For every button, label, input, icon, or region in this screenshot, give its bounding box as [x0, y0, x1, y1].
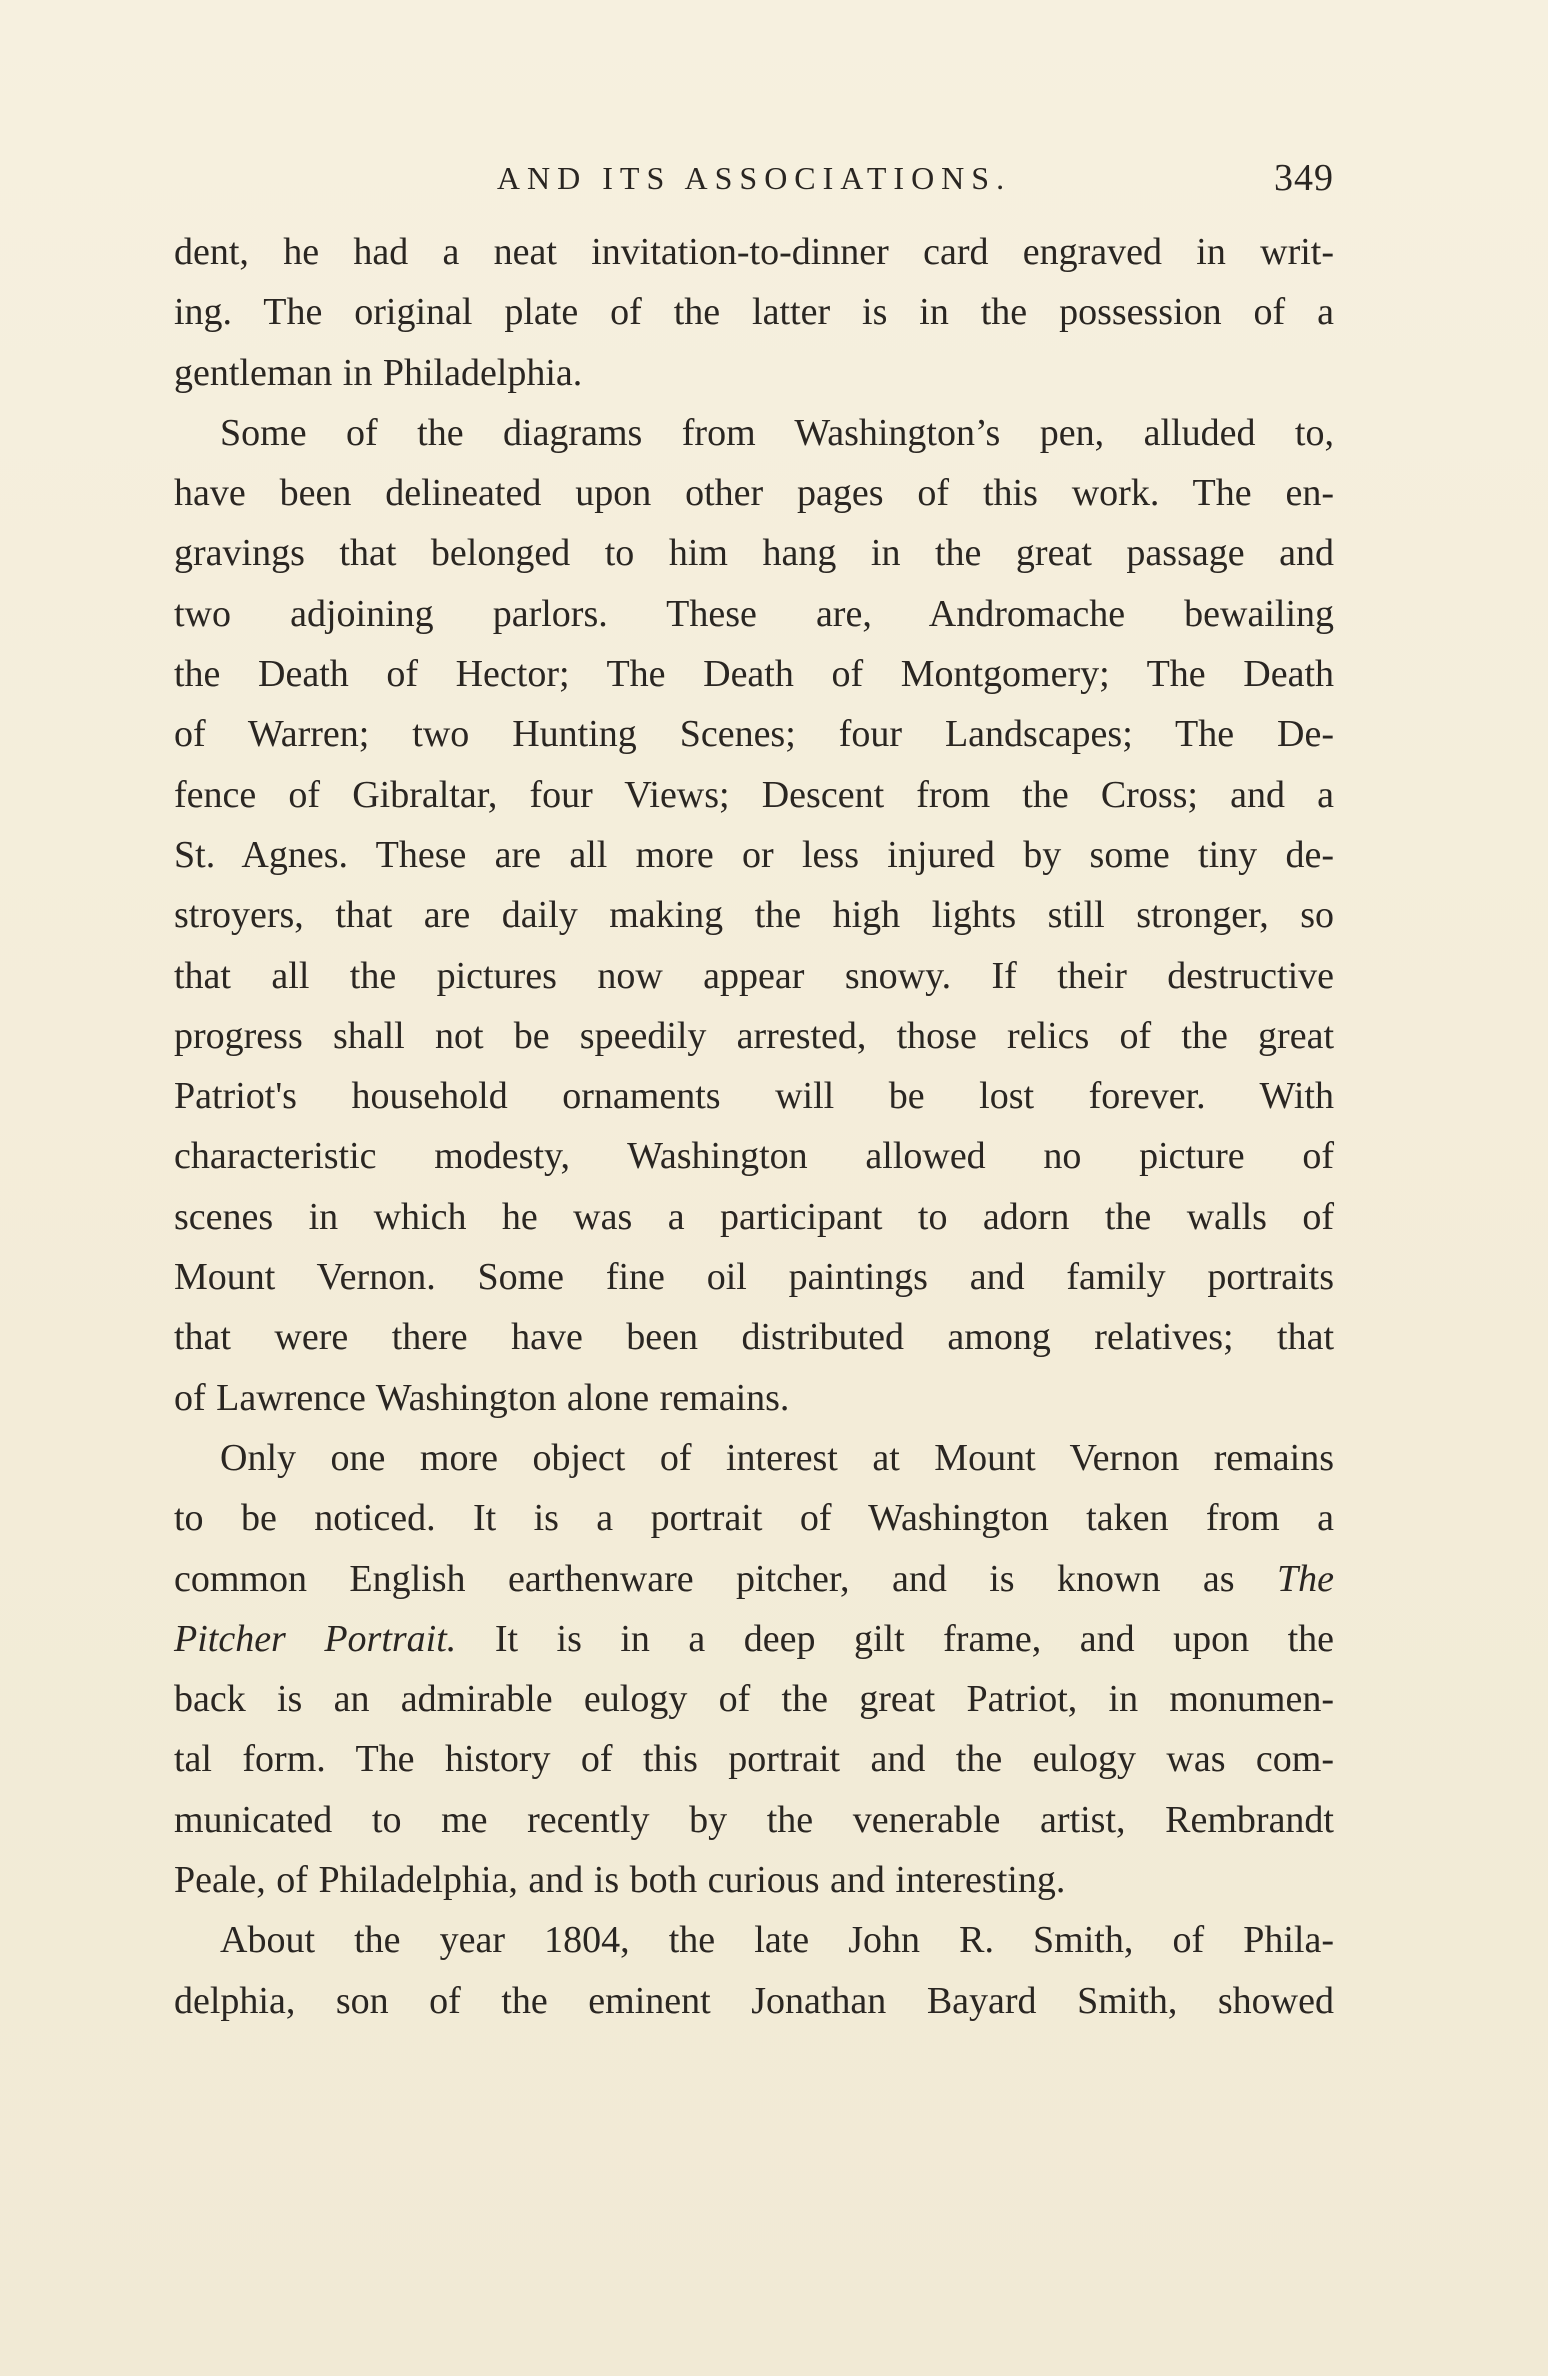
running-head [174, 157, 1334, 204]
text-line: gravings that belonged to him hang in the great passage and [174, 532, 1334, 575]
text-line [174, 1609, 1334, 1669]
running-head-title: AND ITS ASSOCIATIONS. [496, 160, 1012, 196]
text-line: delphia, son of the eminent Jonathan Bayard Smith, showed [174, 1979, 1334, 2022]
paragraph-start-line: Only one more object of interest at Mount Vernon remains [220, 1436, 1334, 1479]
text-line: scenes in which he was a participant to adorn the walls of [174, 1195, 1334, 1238]
text-line: gentleman in Philadelphia. [174, 351, 583, 394]
text-line: progress shall not be speedily arrested, those relics of the great [174, 1014, 1334, 1057]
text-line: Mount Vernon. Some fine oil paintings and family portraits [174, 1256, 1334, 1299]
italic-title-the: The [1277, 1557, 1334, 1600]
text-line: ing. The original plate of the latter is in the possession of a [174, 291, 1334, 334]
text-line: dent, he had a neat invitation-to-dinner card engraved in writ- [174, 231, 1334, 273]
text-line: of Warren; two Hunting Scenes; four Landscapes; The De- [174, 713, 1334, 756]
text-line: Patriot's household ornaments will be lost forever. With [174, 1075, 1334, 1118]
paragraph-start-line: About the year 1804, the late John R. Smith, of Phila- [220, 1919, 1334, 1962]
text-line [174, 1549, 1334, 1609]
text-line: the Death of Hector; The Death of Montgomery; The Death [174, 653, 1334, 696]
text-line: to be noticed. It is a portrait of Washington taken from a [174, 1497, 1334, 1540]
text-line: back is an admirable eulogy of the great Patriot, in monumen- [174, 1678, 1334, 1721]
page-number: 349 [1274, 157, 1334, 199]
text-line: characteristic modesty, Washington allowed no picture of [174, 1135, 1334, 1178]
text-line: tal form. The history of this portrait and the eulogy was com- [174, 1738, 1334, 1781]
text-line: stroyers, that are daily making the high lights still stronger, so [174, 894, 1334, 937]
text-line: of Lawrence Washington alone remains. [174, 1376, 790, 1419]
text-line: have been delineated upon other pages of this work. The en- [174, 472, 1334, 515]
body-text [174, 222, 1334, 2031]
text-line: Peale, of Philadelphia, and is both curious and interesting. [174, 1859, 1066, 1902]
text-line: two adjoining parlors. These are, Andromache bewailing [174, 592, 1334, 635]
text-line: municated to me recently by the venerable artist, Rembrandt [174, 1798, 1334, 1841]
text-line: St. Agnes. These are all more or less injured by some tiny de- [174, 833, 1334, 876]
text-run: common English earthenware pitcher, and is known as [174, 1557, 1235, 1600]
text-line: that were there have been distributed among relatives; that [174, 1316, 1334, 1359]
paragraph-start-line: Some of the diagrams from Washington’s pen, alluded to, [220, 411, 1334, 454]
text-line: that all the pictures now appear snowy. If their destructive [174, 954, 1334, 997]
text-run: It is in a deep gilt frame, and upon the [494, 1617, 1335, 1660]
italic-title-pitcher-portrait: Pitcher Portrait. [174, 1617, 457, 1660]
text-line: fence of Gibraltar, four Views; Descent from the Cross; and a [174, 773, 1334, 816]
